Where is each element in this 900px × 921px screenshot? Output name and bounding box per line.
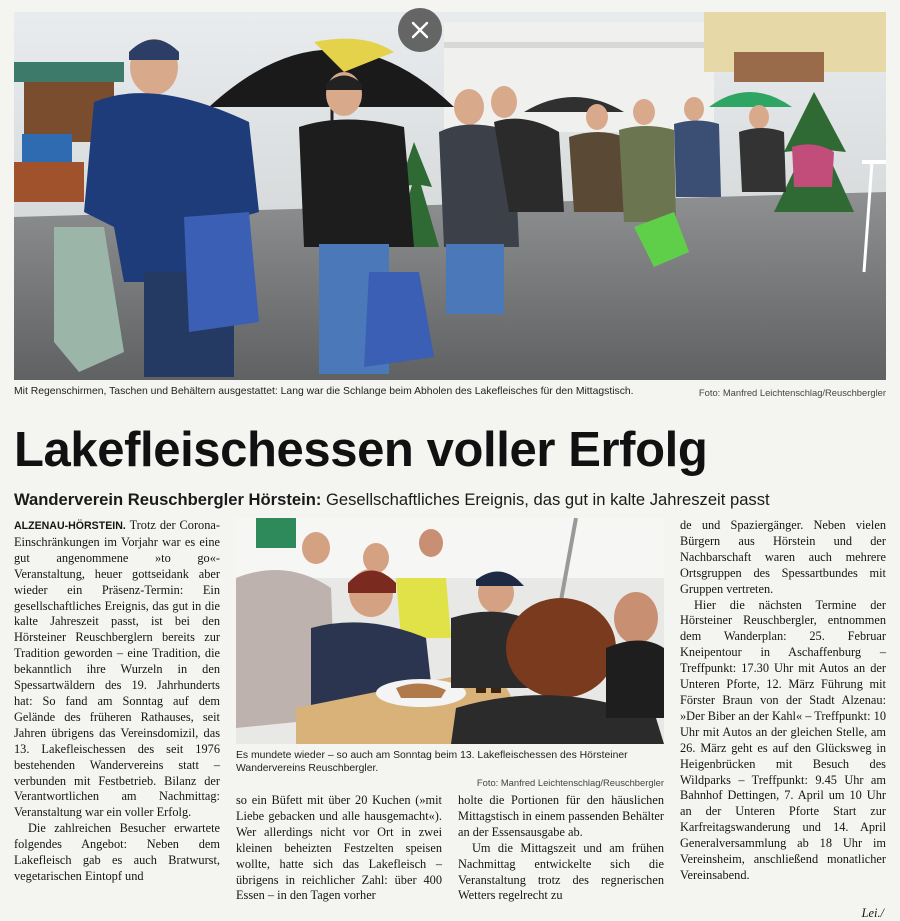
- subheadline-text: Gesellschaftliches Ereignis, das gut in kalte Jahreszeit passt: [321, 490, 770, 509]
- top-photo-caption: [14, 386, 886, 402]
- top-photo-illustration: [14, 12, 886, 380]
- top-photo: [14, 12, 886, 380]
- article-column-2: [236, 793, 442, 904]
- newspaper-page: [8, 8, 892, 921]
- article-column-4: [680, 518, 886, 884]
- middle-photo-credit: Foto: Manfred Leichtenschlag/Reuschbergler: [476, 776, 664, 788]
- top-photo-credit: Foto: Manfred Leichtenschlag/Reuschbergler: [698, 387, 886, 398]
- headline: Lakefleischessen voller Erfolg: [14, 423, 708, 477]
- middle-photo-caption-text: Es mundete wieder – so auch am Sonntag beim 13. Lakefleischessen des Hörsteiner Wandervereins Reuschbergler.: [236, 750, 628, 775]
- subheadline: [14, 490, 886, 510]
- article-paragraph: so ein Büfett mit über 20 Kuchen (»mit Liebe gebacken und alle hausgemacht«). Wer allerdings nicht vor Ort in zwei kleinen beheizten Festzelten speisen wollte, hatte sich das Lakefleisch – übrigens in reichlicher Zahl: über 400 Essen – in den Tagen vorher: [236, 793, 442, 903]
- article-paragraph: Hier die nächsten Termine der Hörsteiner Reuschbergler, entnommen dem Wanderplan: 25. Februar Kneipentour in Aschaffenburg – Treffpunkt: 17.30 Uhr mit Autos an der Unteren Pforte, 12. März Führung mit Förster Braun von der Stadt Alzenau: »Der Biber an der Kahl« – Treffpunkt: 10 Uhr mit Autos an der gleichen Stelle, am 26. März geht es auf den Glücksweg in Heigenbrücken mit Besuch des Wildparks – Treffpunkt: 9.45 Uhr am Bahnhof Dettingen, 7. April um 10 Uhr an der Unteren Pforte Start zur Karfreitagswanderung und 14. April Generalversammlung ab 18 Uhr im Vereinsheim, anschließend monatlicher Vereinsabend.: [680, 597, 886, 882]
- middle-photo-illustration: [236, 518, 664, 744]
- close-icon: [411, 21, 429, 39]
- paragraph-text: Trotz der Corona-Einschränkungen im Vorjahr war es eine gut angenommene »to go«-Veranstaltung, heuer gottseidank aber wieder ein Präsenz-Termin: Ein gesellschaftliches Ereignis, das gut in die kalte Jahreszeit passt, ist bei den Hörsteiner Reuschberglern bereits zur Tradition geworden – eine Tradition, die bekanntlich ihre Wurzeln in den Spessartwäldern des 19. Jahrhunderts hat: So fand am Sonntag auf dem Gelände des früheren Rathauses, seit Jahren übrigens das Vereinsdomizil, das 13. Lakefleischessen des seit 1976 bestehenden Wandervereins statt – verbunden mit Festbetrieb. Bilanz der Verantwortlichen am Nachmittag: Veranstaltung war ein voller Erfolg.: [14, 518, 220, 820]
- article-paragraph: [14, 518, 220, 821]
- article-paragraph: holte die Portionen für den häuslichen Mittagstisch in einem passenden Behälter an der Essensausgabe ab.: [458, 793, 664, 839]
- article-paragraph: Die zahlreichen Besucher erwartete folgendes Angebot: Neben dem Lakefleisch gab es auch Bratwurst, vegetarischen Eintopf und: [14, 821, 220, 883]
- article-column-3: [458, 793, 664, 904]
- close-button[interactable]: [398, 8, 442, 52]
- article-column-1: [14, 518, 220, 885]
- top-photo-caption-text: Mit Regenschirmen, Taschen und Behältern ausgestattet: Lang war die Schlange beim Abholen des Lakefleisches für den Mittagstisch.: [14, 386, 634, 397]
- article-paragraph: Um die Mittagszeit und am frühen Nachmittag entwickelte sich die Veranstaltung trotz des regnerischen Wetters regelrecht zu: [458, 840, 664, 903]
- subheadline-lead: Wanderverein Reuschbergler Hörstein:: [14, 490, 322, 509]
- article-paragraph: de und Spaziergänger. Neben vielen Bürgern aus Hörstein und der Nachbarschaft waren auch mehrere Ortsgruppen des Spessartbundes mit Gruppen vertreten.: [680, 518, 886, 596]
- middle-photo: [236, 518, 664, 744]
- middle-photo-caption: [236, 749, 664, 789]
- dateline: ALZENAU-HÖRSTEIN.: [14, 520, 126, 532]
- author-signature: Lei./: [861, 906, 884, 920]
